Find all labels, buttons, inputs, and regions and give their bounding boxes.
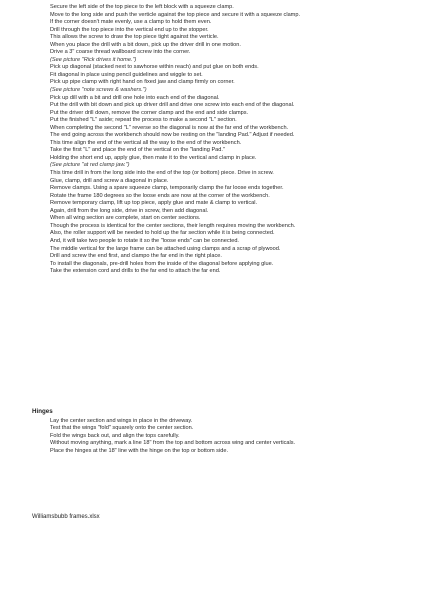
instruction-line: To install the diagonals, pre-drill holes from the inside of the diagonal before applying glue. bbox=[50, 260, 274, 267]
hinge-instruction-line: Place the hinges at the 18" line with the hinge on the top or bottom side. bbox=[50, 447, 228, 454]
instruction-line: If the corner doesn't mate evenly, use a clamp to hold them even. bbox=[50, 19, 212, 26]
instruction-line: Remove temporary clamp, lift up top piece, apply glue and mate & clamp to vertical. bbox=[50, 200, 258, 207]
instruction-line: This time align the end of the vertical all the way to the end of the workbench. bbox=[50, 139, 242, 146]
instruction-line: Also, the roller support will be needed to hold up the far section while it is being connected. bbox=[50, 230, 275, 237]
hinge-instruction-line: Fold the wings back out, and align the tops carefully. bbox=[50, 432, 180, 439]
instruction-line: Secure the left side of the top piece to the left block with a squeeze clamp. bbox=[50, 4, 234, 10]
instruction-line: Fit diagonal in place using pencil guidelines and wiggle to set. bbox=[50, 71, 203, 78]
instruction-line: Remove clamps. Using a spare squeeze clamp, temporarily clamp the far loose ends together. bbox=[50, 185, 284, 192]
instruction-line: Glue, clamp, drill and screw a diagonal in place. bbox=[50, 177, 169, 184]
hinge-instruction-line: Test that the wings "fold" squarely onto the center section. bbox=[50, 425, 194, 432]
instruction-line: When all wing section are complete, start on center sections. bbox=[50, 215, 201, 222]
picture-reference-line: (See picture "note screws & washers.") bbox=[50, 87, 147, 94]
hinge-instruction-line: Lay the center section and wings in place in the driveway. bbox=[50, 418, 193, 424]
instruction-line: Drill and screw the end first, and clampo the far end in the right place. bbox=[50, 253, 222, 260]
instruction-line: Drill through the top piece into the vertical end up to the stopper. bbox=[50, 26, 209, 33]
instructions-list bbox=[50, 4, 432, 276]
instruction-line: Pick up dill with a bit and drill one hole into each end of the diagonal. bbox=[50, 94, 220, 101]
instruction-line: Though the process is identical for the center sections, their length requires moving the workbench. bbox=[50, 222, 296, 229]
instruction-line: The end going across the workbench should now be resting on the "landing Pad." Adjust if needed. bbox=[50, 132, 295, 139]
instruction-line: Take the first "L" and place the end of the vertical on the "landing Pad." bbox=[50, 147, 225, 154]
picture-reference-line: (See picture "Rick drives it home.") bbox=[50, 56, 137, 63]
instruction-line: Put the drill with bit down and pick up driver drill and drive one screw into each end of the diagonal. bbox=[50, 102, 295, 109]
file-name-footer: Williamsbubb frames.xlsx bbox=[32, 514, 100, 520]
instruction-line: When you place the drill with a bit down, pick up the driver drill in one motion. bbox=[50, 41, 241, 48]
instruction-line: Put the driver drill down, remove the corner clamp and the end and side clamps. bbox=[50, 109, 249, 116]
instruction-line: And, it will take two people to rotate it so the "loose ends" can be connected. bbox=[50, 237, 239, 244]
instruction-line: Pick up diagonal (stacked next to sawhorse within reach) and put glue on both ends. bbox=[50, 64, 259, 71]
instruction-line: Again, drill from the long side, drive in screw, then add diagonal. bbox=[50, 207, 209, 214]
picture-reference-line: (See picture "at red clamp jaw.") bbox=[50, 162, 130, 169]
hinges-heading: Hinges bbox=[32, 408, 53, 415]
hinges-list bbox=[50, 418, 432, 455]
instruction-line: The middle vertical for the large frame can be attached using clamps and a scrap of plywood. bbox=[50, 245, 281, 252]
instruction-line: Pick up pipe clamp with right hand on fixed jaw and clamp firmly on corner. bbox=[50, 79, 235, 86]
instruction-line: Take the extension cord and drills to the far end to attach the far end. bbox=[50, 268, 221, 275]
instruction-line: Move to the long side and push the verticle against the top piece and secure it with a squeeze clamp. bbox=[50, 11, 301, 18]
instruction-line: Drive a 3" coarse thread wallboard screw into the corner. bbox=[50, 49, 191, 56]
instruction-line: This allows the screw to draw the top piece tight against the verticle. bbox=[50, 34, 219, 41]
instruction-line: Holding the short end up, apply glue, then mate it to the vertical and clamp in place. bbox=[50, 154, 257, 161]
instruction-line: Rotate the frame 180 degrees so the loose ends are now at the corner of the workbench. bbox=[50, 192, 270, 199]
hinge-instruction-line: Without moving anything, mark a line 18" from the top and bottom across wing and center verticals. bbox=[50, 440, 296, 447]
instruction-line: This time drill in from the long side into the end of the top (or bottom) piece. Drive in screw. bbox=[50, 170, 274, 177]
instruction-line: Put the finished "L" aside; repeat the process to make a second "L" section. bbox=[50, 117, 237, 124]
instruction-line: When completing the second "L" reverse so the diagonal is now at the far end of the workbench. bbox=[50, 124, 289, 131]
